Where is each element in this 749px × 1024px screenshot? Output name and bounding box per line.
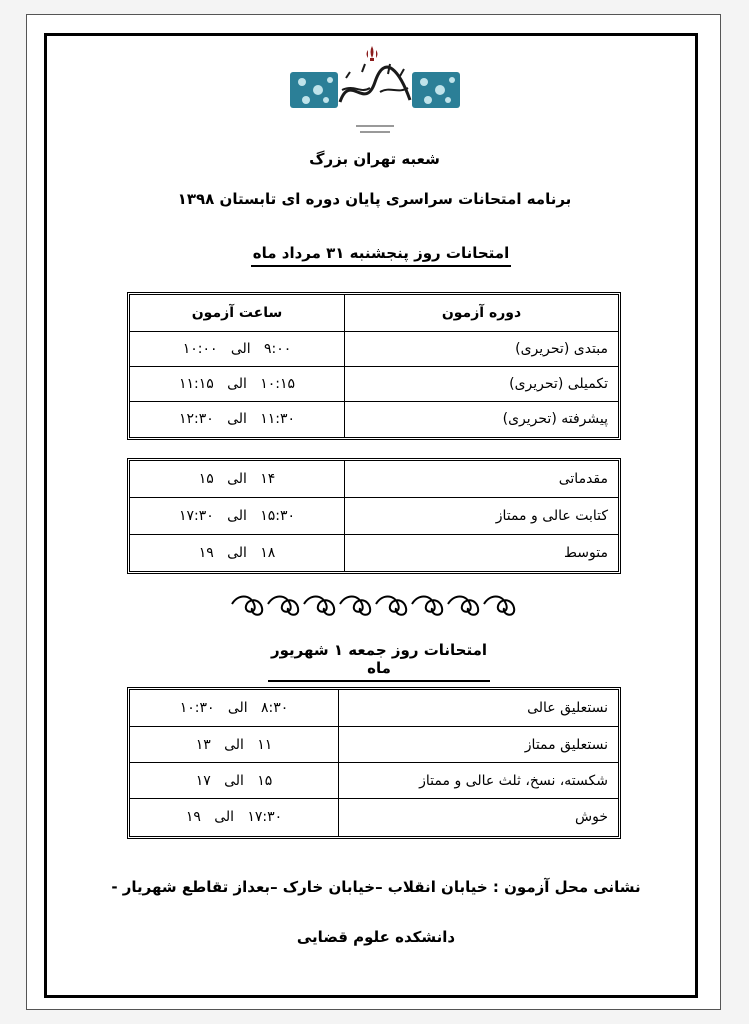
exam-table-thursday-b — [127, 458, 621, 574]
exam-table-friday — [127, 687, 621, 839]
branch-title: شعبه تهران بزرگ — [309, 150, 440, 168]
course-cell: نستعلیق عالی — [527, 700, 608, 716]
table-row — [130, 763, 618, 799]
time-cell: ۱۵ الی ۱۷ — [195, 772, 273, 789]
course-cell: کتابت عالی و ممتاز — [495, 508, 608, 524]
course-cell: تکمیلی (تحریری) — [509, 376, 608, 392]
ornamental-divider-icon — [228, 590, 520, 616]
exam-location-address: نشانی محل آزمون : خیابان انقلاب –خیابان خارک –بعداز تقاطع شهریار - دانشکده علوم قضایی — [111, 878, 641, 946]
table-row — [130, 690, 618, 727]
iran-emblem-icon — [290, 42, 460, 138]
time-cell: ۹:۰۰ الی ۱۰:۰۰ — [182, 341, 292, 357]
time-cell: ۱۴ الی ۱۵ — [198, 471, 276, 487]
table-row — [130, 799, 618, 835]
table-row — [130, 402, 618, 436]
time-cell: ۸:۳۰ الی ۱۰:۳۰ — [179, 700, 289, 716]
section2-title: امتحانات روز جمعه ۱ شهریور ماه — [268, 641, 490, 682]
course-cell: نستعلیق ممتاز — [524, 736, 608, 753]
course-cell: متوسط — [564, 545, 608, 561]
course-cell: شکسته، نسخ، ثلث عالی و ممتاز — [419, 772, 608, 789]
time-cell: ۱۰:۱۵ الی ۱۱:۱۵ — [178, 376, 296, 392]
col-course-header: دوره آزمون — [441, 305, 522, 321]
course-cell: مبتدی (تحریری) — [515, 341, 608, 357]
exam-table-thursday-a — [127, 292, 621, 440]
course-cell: پیشرفته (تحریری) — [502, 411, 608, 427]
time-cell: ۱۷:۳۰ الی ۱۹ — [185, 809, 283, 825]
table-header-row — [130, 295, 618, 332]
program-title: برنامه امتحانات سراسری پایان دوره ای تابستان ۱۳۹۸ — [177, 190, 572, 208]
table-row — [130, 727, 618, 763]
association-logo — [290, 42, 460, 138]
table-row — [130, 332, 618, 367]
time-cell: ۱۱:۳۰ الی ۱۲:۳۰ — [178, 411, 296, 427]
table-row — [130, 498, 618, 535]
table-row — [130, 367, 618, 402]
time-cell: ۱۵:۳۰ الی ۱۷:۳۰ — [178, 508, 296, 524]
table-row — [130, 535, 618, 571]
course-cell: خوش — [575, 809, 608, 825]
time-cell: ۱۸ الی ۱۹ — [198, 545, 276, 561]
col-time-header: ساعت آزمون — [191, 305, 283, 321]
section1-title: امتحانات روز پنجشنبه ۳۱ مرداد ماه — [251, 244, 511, 267]
course-cell: مقدماتی — [558, 471, 608, 487]
time-cell: ۱۱ الی ۱۳ — [195, 736, 273, 753]
table-row — [130, 461, 618, 498]
